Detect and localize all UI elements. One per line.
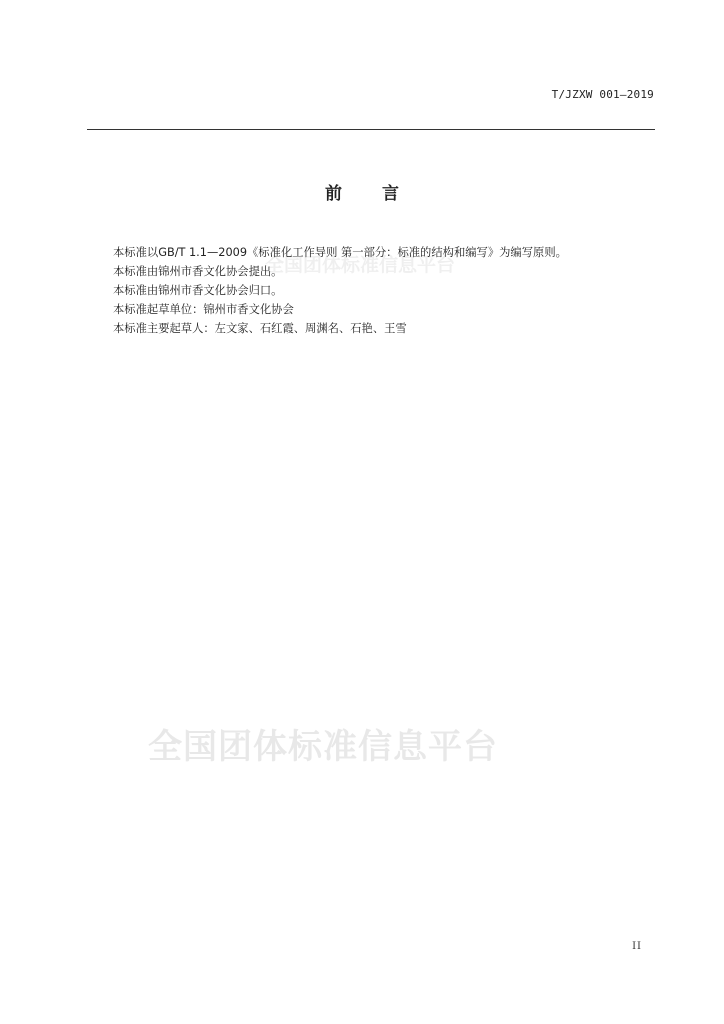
preface-body: [113, 243, 673, 338]
preface-line-3: 本标准由锦州市香文化协会归口。: [113, 284, 283, 297]
header-divider: [87, 129, 655, 130]
title-char-1: 前: [325, 184, 342, 204]
preface-line-1: 本标准以GB/T 1.1—2009《标准化工作导则 第一部分：标准的结构和编写》为编写原则。: [113, 246, 567, 259]
page-title: [0, 179, 724, 204]
watermark-faint: 全国团体标准信息平台: [265, 254, 456, 276]
watermark: 全国团体标准信息平台: [148, 727, 498, 767]
title-char-2: 言: [382, 184, 399, 204]
page-number: II: [632, 941, 642, 952]
document-code: T/JZXW 001—2019: [551, 88, 654, 101]
preface-line-5: 本标准主要起草人：左文家、石红霞、周渊名、石艳、王雪: [113, 322, 407, 335]
preface-line-2: 本标准由锦州市香文化协会提出。: [113, 265, 283, 278]
preface-line-4: 本标准起草单位：锦州市香文化协会: [113, 303, 294, 316]
